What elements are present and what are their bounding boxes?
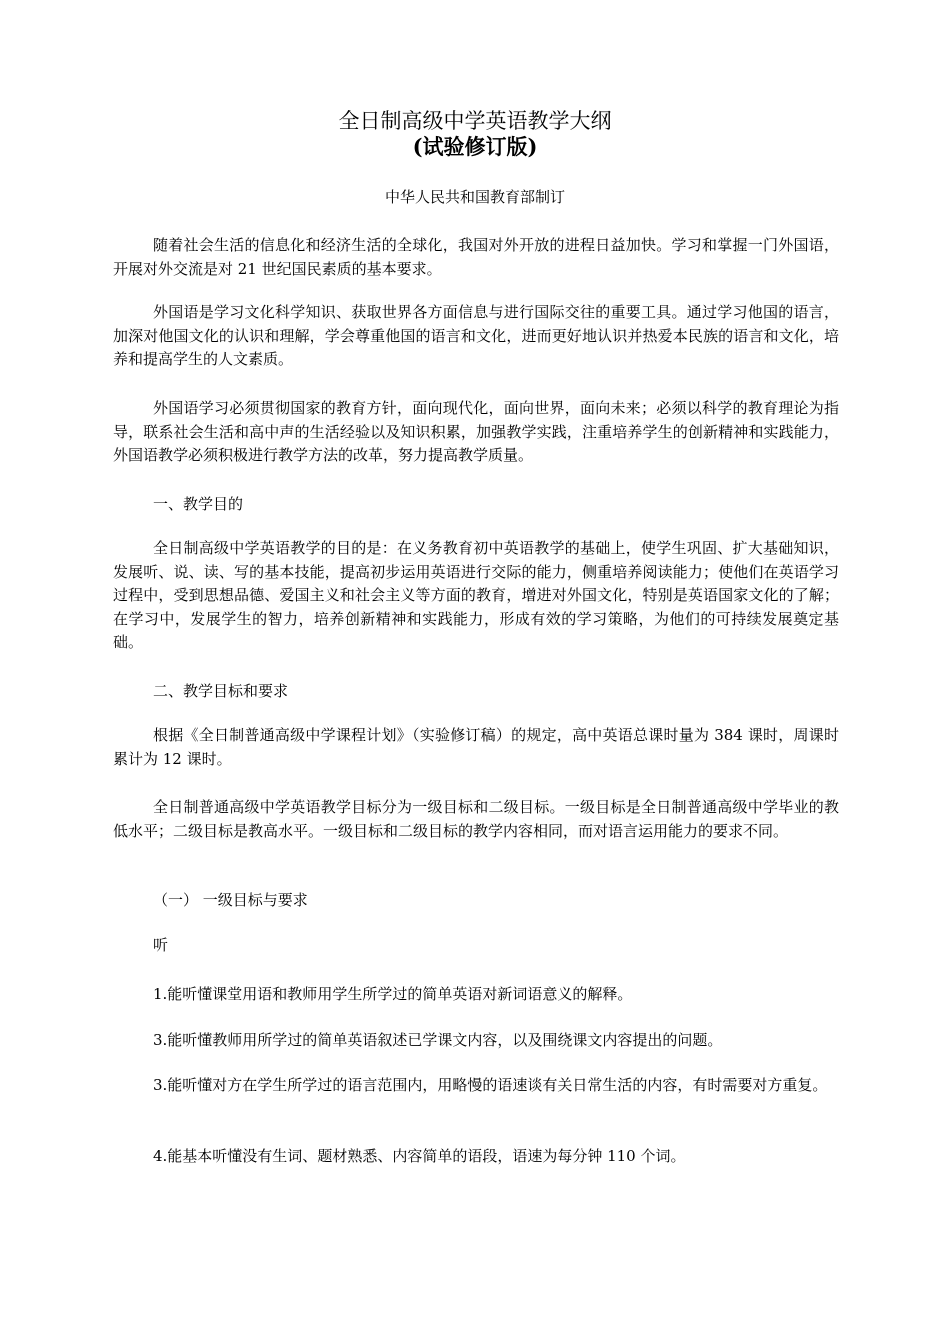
paragraph-intro-1: 随着社会生活的信息化和经济生活的全球化，我国对外开放的进程日益加快。学习和掌握一门外国语，开展对外交流是对 21 世纪国民素质的基本要求。 bbox=[113, 236, 839, 278]
subsection-heading-1: （一） 一级目标与要求 bbox=[153, 891, 308, 909]
paragraph-intro-2: 外国语是学习文化科学知识、获取世界各方面信息与进行国际交往的重要工具。通过学习他国的语言，加深对他国文化的认识和理解，学会尊重他国的语言和文化，进而更好地认识并热爱本民族的语言和文化，培养和提高学生的人文素质。 bbox=[113, 303, 839, 368]
section-heading-1: 一、教学目的 bbox=[153, 495, 244, 513]
list-item: 1.能听懂课堂用语和教师用学生所学过的简单英语对新词语意义的解释。 bbox=[153, 985, 633, 1003]
paragraph-teaching-purpose: 全日制高级中学英语教学的目的是：在义务教育初中英语教学的基础上，使学生巩固、扩大基础知识，发展听、说、读、写的基本技能，提高初步运用英语进行交际的能力，侧重培养阅读能力；使他们在英语学习过程中，受到思想品德、爱国主义和社会主义等方面的教育，增进对外国文化，特别是英语国家文化的了解；在学习中，发展学生的智力，培养创新精神和实践能力，形成有效的学习策略，为他们的可持续发展奠定基础。 bbox=[113, 539, 839, 651]
list-item: 3.能听懂对方在学生所学过的语言范围内，用略慢的语速谈有关日常生活的内容，有时需要对方重复。 bbox=[153, 1076, 828, 1094]
paragraph-intro-3: 外国语学习必须贯彻国家的教育方针，面向现代化，面向世界，面向未来；必须以科学的教育理论为指导，联系社会生活和高中声的生活经验以及知识积累，加强教学实践，注重培养学生的创新精神和实践能力，外国语教学必须积极进行教学方法的改革，努力提高教学质量。 bbox=[113, 399, 839, 464]
paragraph-course-hours: 根据《全日制普通高级中学课程计划》（实验修订稿）的规定，高中英语总课时量为 384 课时，周课时累计为 12 课时。 bbox=[113, 726, 839, 768]
document-title: 全日制高级中学英语教学大纲 bbox=[338, 109, 612, 133]
document-subtitle: (试验修订版) bbox=[412, 134, 538, 159]
paragraph-goal-levels: 全日制普通高级中学英语教学目标分为一级目标和二级目标。一级目标是全日制普通高级中学毕业的教低水平；二级目标是教高水平。一级目标和二级目标的教学内容相同，而对语言运用能力的要求不同。 bbox=[113, 798, 839, 840]
skill-heading-listening: 听 bbox=[153, 936, 169, 954]
list-item: 3.能听懂教师用所学过的简单英语叙述已学课文内容，以及围绕课文内容提出的问题。 bbox=[153, 1031, 723, 1049]
document-author: 中华人民共和国教育部制订 bbox=[384, 188, 565, 206]
list-item: 4.能基本听懂没有生词、题材熟悉、内容简单的语段，语速为每分钟 110 个词。 bbox=[153, 1147, 686, 1165]
section-heading-2: 二、教学目标和要求 bbox=[153, 682, 289, 700]
